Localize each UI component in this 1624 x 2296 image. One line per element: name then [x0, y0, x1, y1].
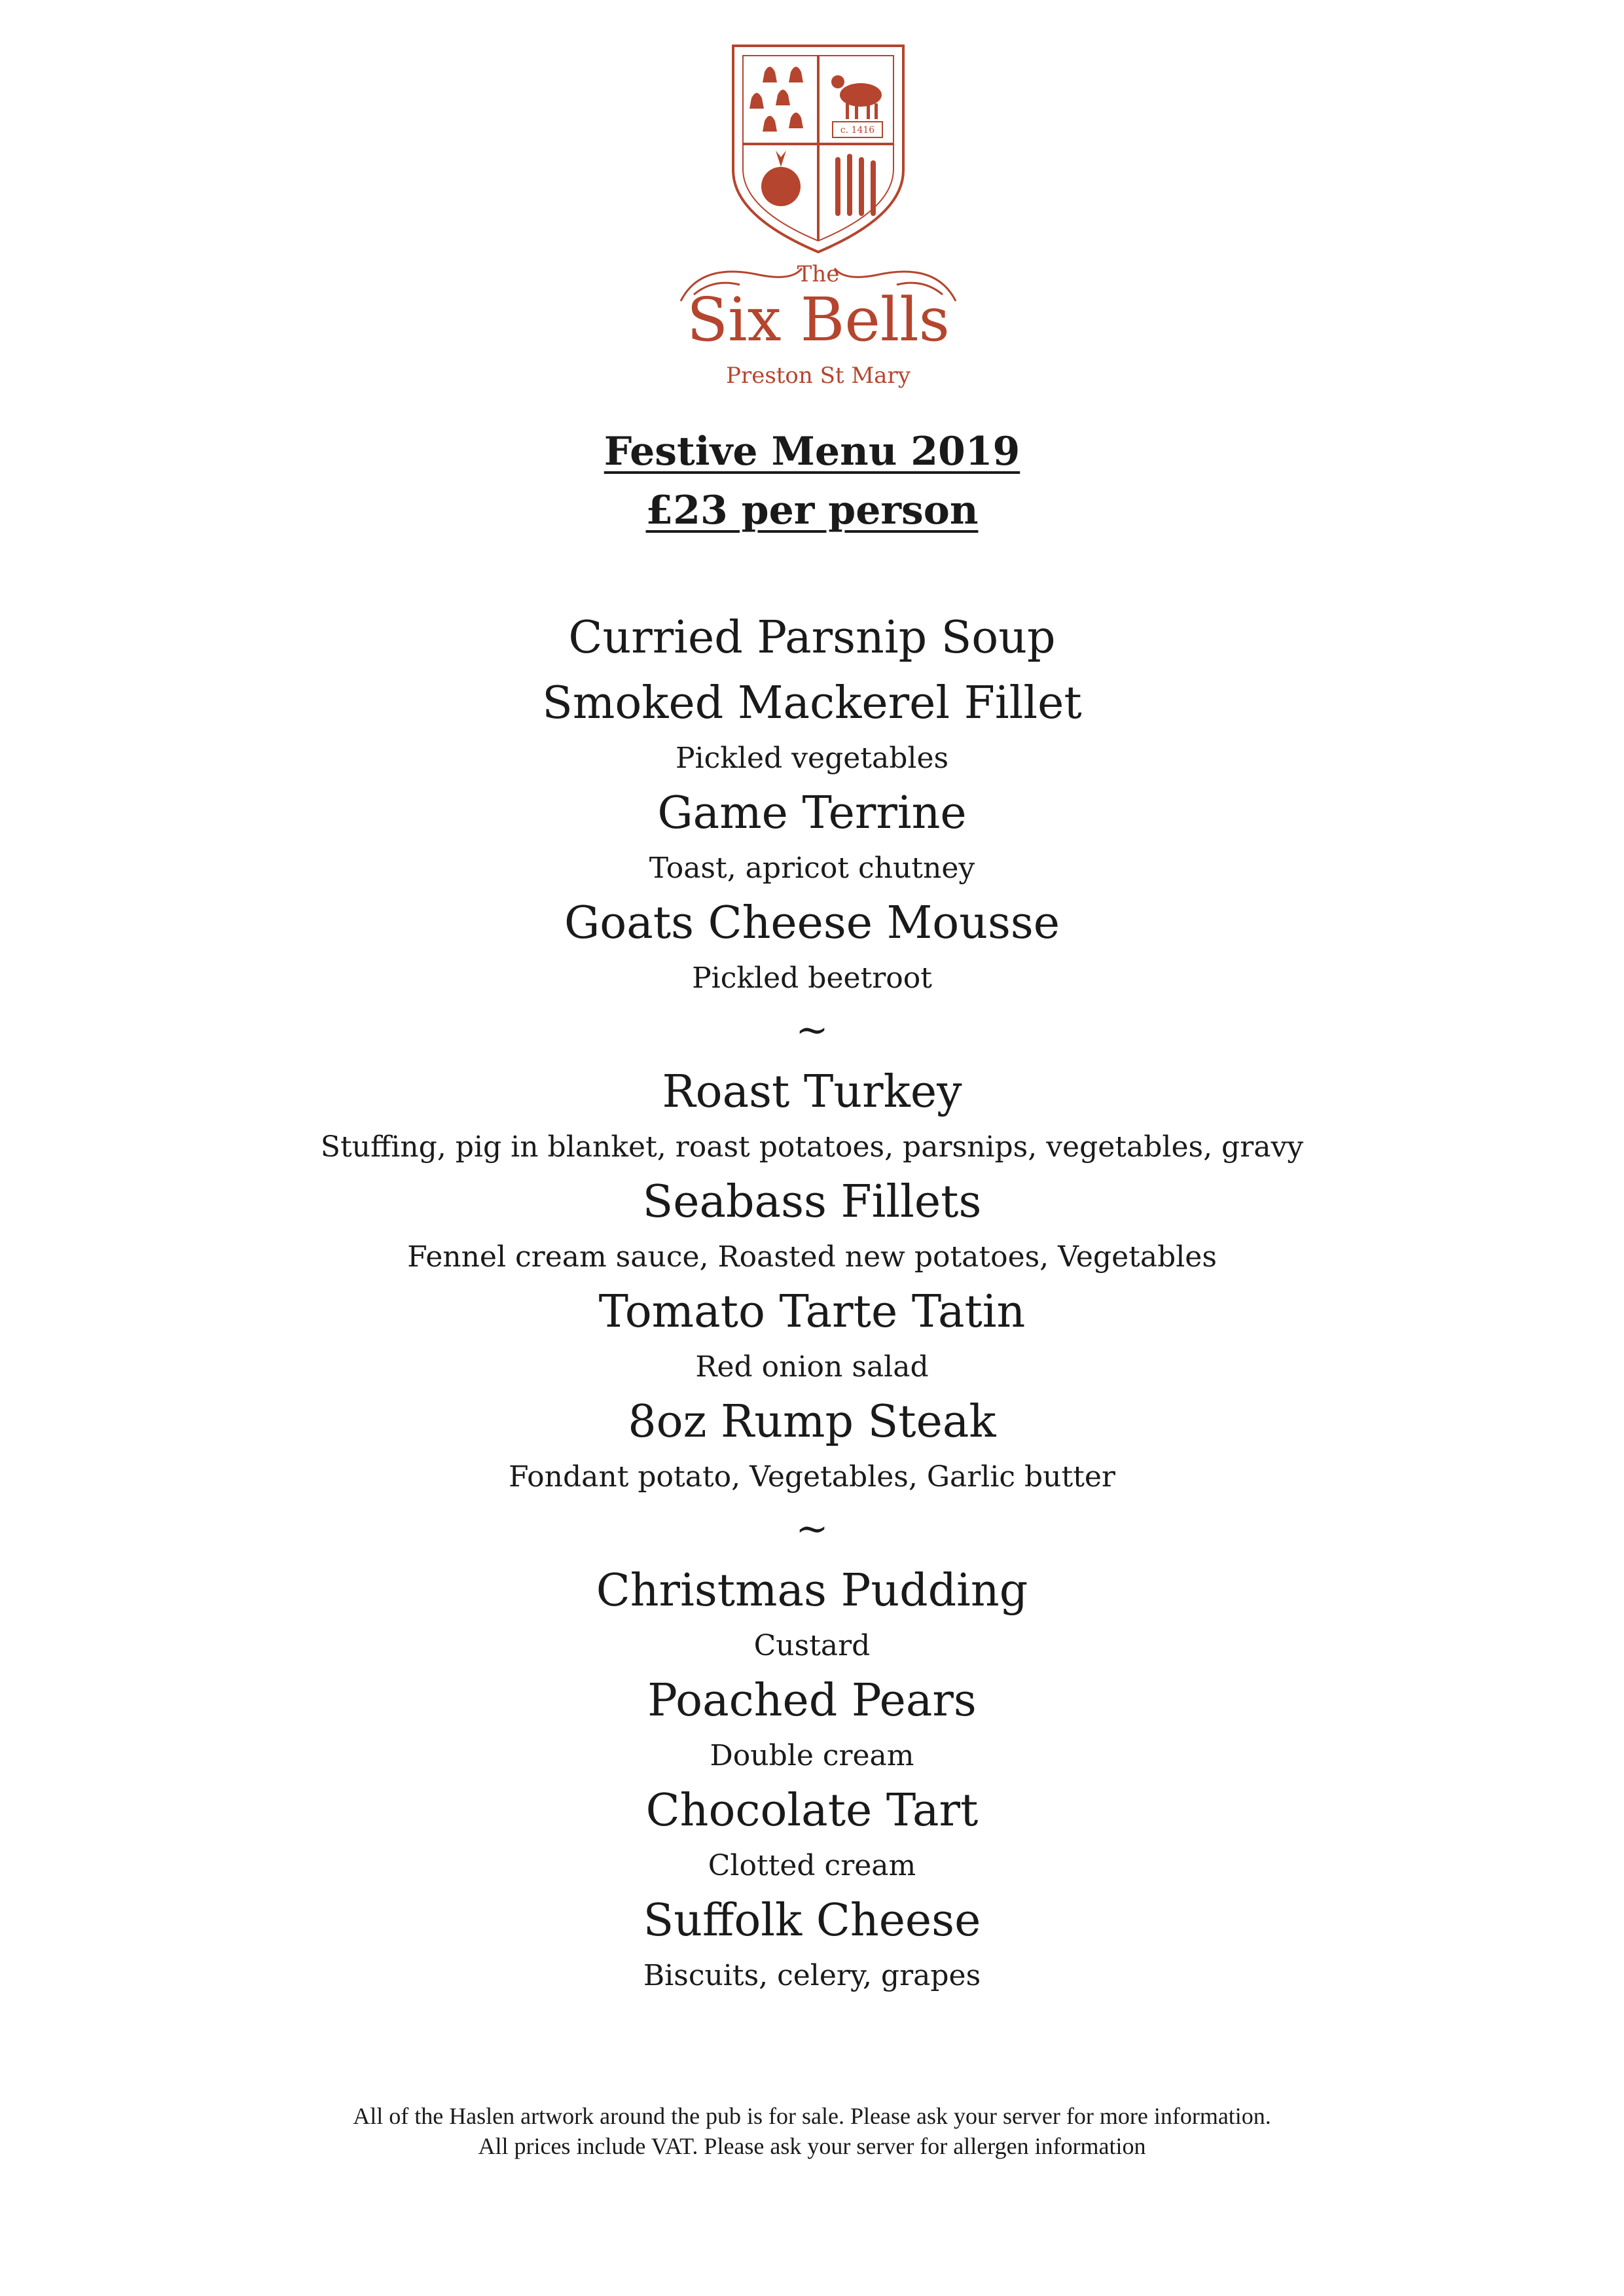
dish-description: Fondant potato, Vegetables, Garlic butter	[509, 1460, 1115, 1494]
dish-name: Seabass Fillets	[642, 1176, 982, 1228]
menu-title: Festive Menu 2019	[604, 429, 1020, 475]
dish-description: Pickled beetroot	[692, 961, 932, 995]
dish-description: Custard	[753, 1629, 871, 1662]
onion-icon	[761, 151, 801, 206]
dish-description: Biscuits, celery, grapes	[643, 1959, 981, 1992]
dish-description: Fennel cream sauce, Roasted new potatoes, Vegetables	[407, 1240, 1217, 1274]
dish-name: Tomato Tarte Tatin	[598, 1286, 1026, 1338]
course-separator: ~	[795, 1506, 829, 1552]
bells-icon	[749, 67, 803, 132]
logo-the: The	[797, 261, 840, 287]
dish-name: Smoked Mackerel Fillet	[542, 677, 1082, 729]
goat-icon	[831, 75, 882, 119]
dish-description: Clotted cream	[708, 1849, 916, 1882]
dish-description: Red onion salad	[695, 1350, 929, 1384]
logo-name: Six Bells	[687, 285, 950, 355]
footer-vat-note: All prices include VAT. Please ask your server for allergen information	[478, 2133, 1146, 2159]
menu-list	[0, 605, 1624, 1998]
logo-location: Preston St Mary	[726, 363, 911, 389]
dish-name: Curried Parsnip Soup	[568, 612, 1056, 664]
dish-name: Chocolate Tart	[645, 1785, 979, 1837]
menu-price: £23 per person	[645, 488, 979, 533]
footer	[0, 2101, 1624, 2161]
dish-name: 8oz Rump Steak	[628, 1396, 996, 1448]
course-separator: ~	[795, 1007, 829, 1053]
dish-name: Goats Cheese Mousse	[564, 897, 1060, 949]
dish-name: Game Terrine	[657, 787, 967, 839]
dish-description: Double cream	[710, 1739, 914, 1772]
dish-description: Stuffing, pig in blanket, roast potatoes, parsnips, vegetables, gravy	[320, 1130, 1304, 1164]
logo-date: c. 1416	[840, 125, 875, 135]
dish-name: Poached Pears	[647, 1675, 977, 1727]
dish-name: Christmas Pudding	[596, 1565, 1028, 1617]
footer-artwork-note: All of the Haslen artwork around the pub is for sale. Please ask your server for more information.	[353, 2103, 1271, 2129]
dish-description: Pickled vegetables	[675, 742, 949, 775]
dish-description: Toast, apricot chutney	[649, 852, 975, 885]
asparagus-icon	[835, 154, 876, 216]
dish-name: Suffolk Cheese	[643, 1895, 981, 1946]
six-bells-logo	[661, 20, 975, 406]
dish-name: Roast Turkey	[662, 1066, 962, 1118]
